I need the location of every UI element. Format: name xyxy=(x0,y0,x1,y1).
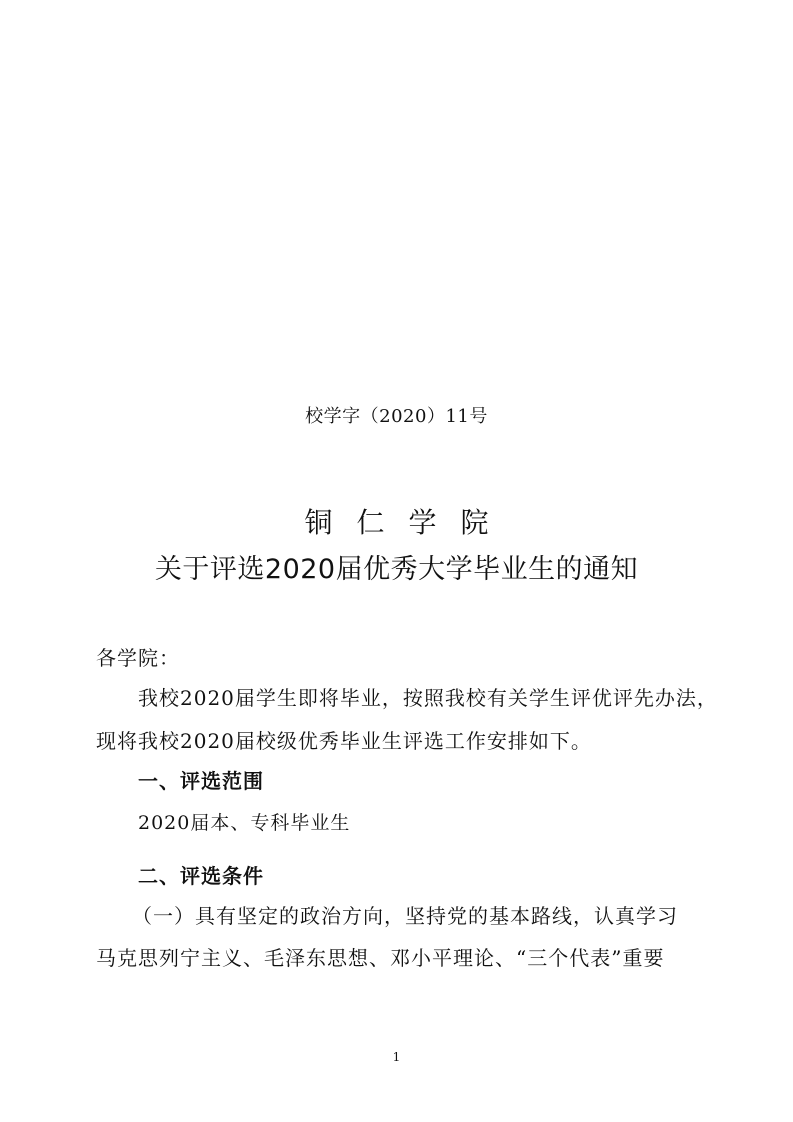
intro-paragraph-line-2: 现将我校2020届校级优秀毕业生评选工作安排如下。 xyxy=(96,729,592,753)
document-title-subject: 关于评选2020届优秀大学毕业生的通知 xyxy=(154,554,639,585)
page-number: 1 xyxy=(392,1050,401,1064)
scope-text: 2020届本、专科毕业生 xyxy=(138,812,351,834)
intro-paragraph-line-1: 我校2020届学生即将毕业，按照我校有关学生评优评先办法， xyxy=(138,686,718,710)
conditions-line-1: （一）具有坚定的政治方向，坚持党的基本路线，认真学习 xyxy=(132,904,678,928)
section-heading-conditions: 二、评选条件 xyxy=(138,864,264,888)
document-title-institution: 铜仁学院 xyxy=(304,506,513,539)
salutation: 各学院： xyxy=(96,646,180,670)
conditions-line-2: 马克思列宁主义、毛泽东思想、邓小平理论、“三个代表”重要 xyxy=(96,946,665,970)
document-number: 校学字（2020）11号 xyxy=(305,406,488,427)
section-heading-scope: 一、评选范围 xyxy=(138,769,264,793)
